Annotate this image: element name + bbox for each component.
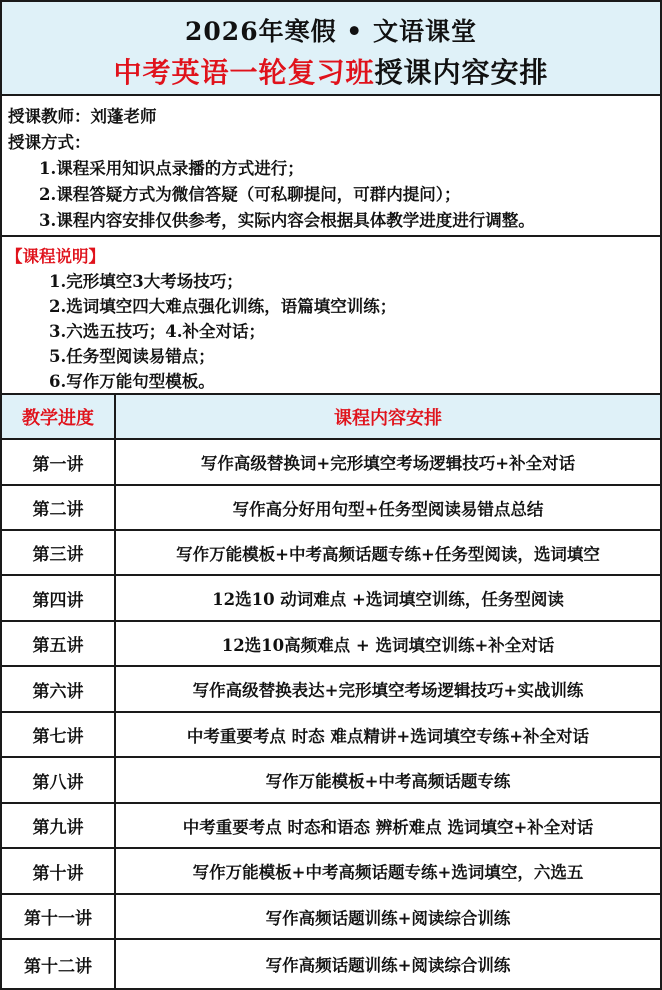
table-row — [2, 440, 660, 486]
table-row — [2, 531, 660, 576]
notes-item: 5.任务型阅读易错点； — [49, 347, 215, 366]
lesson-content: 写作高频话题训练+阅读综合训练 — [265, 908, 511, 928]
table-row — [2, 576, 660, 622]
lesson-number: 第四讲 — [2, 576, 116, 620]
lesson-content: 中考重要考点 时态和语态 辨析难点 选词填空+补全对话 — [182, 817, 594, 837]
table-header-row — [2, 395, 660, 440]
lesson-number: 第二讲 — [2, 486, 116, 529]
column-header-progress: 教学进度 — [2, 395, 116, 438]
table-row — [2, 849, 660, 895]
course-name: 中考英语一轮复习班 — [113, 56, 375, 89]
notes-title: 【课程说明】 — [6, 247, 105, 266]
lesson-number: 第八讲 — [2, 758, 116, 802]
title-line-1: 2026年寒假 • 文语课堂 — [185, 17, 477, 46]
lesson-number: 第十二讲 — [2, 940, 116, 988]
notes-item: 1.完形填空3大考场技巧； — [49, 272, 243, 291]
table-row — [2, 713, 660, 758]
lesson-number: 第六讲 — [2, 667, 116, 711]
title-suffix: 授课内容安排 — [374, 56, 549, 89]
notes-item: 6.写作万能句型模板。 — [49, 372, 215, 391]
table-row — [2, 895, 660, 940]
lesson-number: 第十讲 — [2, 849, 116, 893]
lesson-number: 第五讲 — [2, 622, 116, 665]
lesson-content: 写作万能模板+中考高频话题专练 — [265, 772, 511, 791]
lesson-content: 写作万能模板+中考高频话题专练+任务型阅读，选词填空 — [176, 544, 600, 564]
notes-item: 2.选词填空四大难点强化训练，语篇填空训练； — [49, 297, 397, 316]
lesson-content: 写作高级替换词+完形填空考场逻辑技巧+补全对话 — [200, 454, 576, 473]
lesson-number: 第十一讲 — [2, 895, 116, 938]
table-row — [2, 758, 660, 804]
title-banner — [2, 2, 660, 96]
lesson-number: 第三讲 — [2, 531, 116, 574]
method-item: 2.课程答疑方式为微信答疑（可私聊提问，可群内提问）； — [39, 185, 461, 204]
teacher-line: 授课教师：刘蓬老师 — [8, 107, 157, 126]
lesson-content: 写作高频话题训练+阅读综合训练 — [265, 956, 511, 975]
table-row — [2, 667, 660, 713]
table-row — [2, 622, 660, 667]
lesson-number: 第一讲 — [2, 440, 116, 484]
column-header-content: 课程内容安排 — [116, 395, 660, 438]
lesson-content: 写作万能模板+中考高频话题专练+选词填空，六选五 — [192, 863, 584, 882]
method-item: 1.课程采用知识点录播的方式进行； — [39, 159, 304, 178]
table-row — [2, 486, 660, 531]
lesson-number: 第七讲 — [2, 713, 116, 756]
lesson-content: 中考重要考点 时态 难点精讲+选词填空专练+补全对话 — [186, 726, 590, 746]
lesson-content: 写作高级替换表达+完形填空考场逻辑技巧+实战训练 — [192, 681, 584, 700]
course-notes — [2, 237, 660, 395]
method-title: 授课方式： — [8, 133, 91, 152]
title-line-2 — [2, 51, 660, 91]
table-row — [2, 804, 660, 849]
notes-item: 3.六选五技巧；4.补全对话； — [49, 322, 265, 341]
lesson-content: 12选10 动词难点 +选词填空训练，任务型阅读 — [212, 590, 564, 609]
lesson-number: 第九讲 — [2, 804, 116, 847]
lesson-content: 写作高分好用句型+任务型阅读易错点总结 — [232, 499, 544, 519]
teaching-info — [2, 96, 660, 237]
lesson-content: 12选10高频难点 + 选词填空训练+补全对话 — [221, 635, 555, 655]
table-row — [2, 940, 660, 988]
method-item: 3.课程内容安排仅供参考，实际内容会根据具体教学进度进行调整。 — [39, 211, 535, 230]
